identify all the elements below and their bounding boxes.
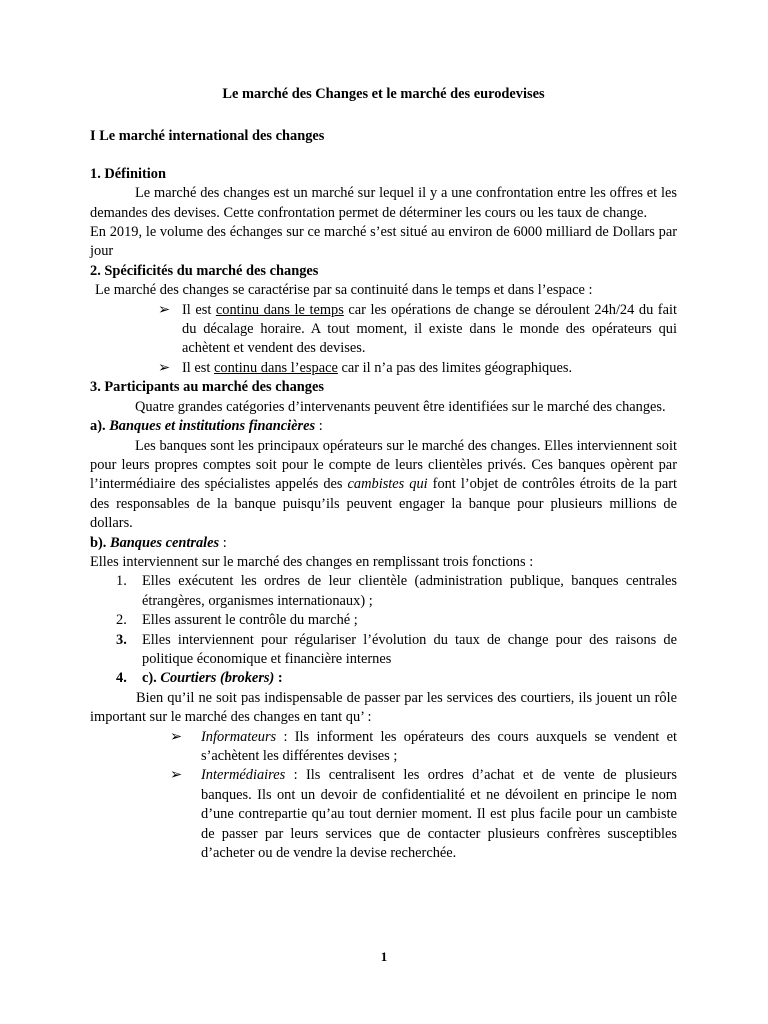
spacer [90, 104, 677, 127]
section-3-heading: 3. Participants au marché des changes [90, 379, 324, 396]
bullet-text-pre: Il est [182, 359, 214, 376]
subsection-b-label: b). [90, 534, 110, 551]
section-2-intro [90, 281, 677, 300]
bullet-text-post: car les opérations de change se déroulent 24h/24 du fait du décalage horaire. A tout moment, il existe dans le monde des opérateurs qui achètent et vendent des devises. [182, 301, 677, 357]
arrow-bullet-icon: ➢ [170, 728, 183, 745]
part-heading: I Le marché international des changes [90, 128, 325, 145]
paragraph-text: font l’objet de contrôles étroits de la part des responsables de la banque puisqu’ils peuvent engager la banque pour plusieurs millions de dollars. [90, 476, 678, 532]
list-item [90, 766, 677, 863]
list-item-text: Elles exécutent les ordres de leur clientèle (administration publique, banques centrales étrangères, organismes internationaux) ; [142, 573, 677, 609]
page-content [90, 85, 677, 863]
list-item [90, 728, 677, 767]
subsection-c-intro [90, 689, 677, 728]
subsection-b-title: Banques centrales [110, 534, 220, 551]
emphasis-text: cambistes qui [347, 476, 428, 493]
list-item [90, 611, 677, 630]
bullet-text: : Ils centralisent les ordres d’achat et de vente de plusieurs banques. Ils ont un devoir de confidentialité et ne dévoilent en principe le nom d’une contrepartie qu’au tout dernier moment. Il est plus facile pour un cambiste de passer par leurs services que de contacter plusieurs confrères susceptibles d’acheter ou de vendre la devise recherchée. [201, 767, 677, 862]
list-item [90, 631, 677, 670]
subsection-b-numbered-list [90, 572, 677, 688]
list-item [90, 359, 677, 378]
list-item [90, 572, 677, 611]
paragraph-text: Les banques sont les principaux opérateurs sur le marché des changes. Elles interviennent soit pour leurs propres comptes soit pour le compte de leurs clientèles privés. Ces banques opèrent par l’intermédiaire des spécialistes appelés des [90, 437, 677, 493]
subsection-b-colon: : [219, 534, 227, 551]
document-title: Le marché des Changes et le marché des eurodevises [222, 86, 545, 102]
subsection-c-bullet-list [90, 728, 677, 864]
emphasis-text: Intermédiaires [201, 767, 286, 784]
list-item [90, 301, 677, 359]
arrow-bullet-icon: ➢ [158, 359, 171, 376]
subsection-a-colon: : [315, 418, 323, 435]
subsection-b-heading [90, 534, 677, 553]
list-number: 1. [116, 573, 127, 590]
list-number: 3. [116, 631, 127, 648]
subsection-a-title: Banques et institutions financières [109, 418, 316, 435]
arrow-bullet-icon: ➢ [158, 301, 171, 318]
subsection-b-intro: Elles interviennent sur le marché des changes en remplissant trois fonctions : [90, 553, 534, 570]
subsection-a-heading [90, 417, 677, 436]
section-1-paragraph-1: Le marché des changes est un marché sur lequel il y a une confrontation entre les offres et les demandes des devises. Cette confrontation permet de déterminer les cours ou les taux de change. [90, 185, 677, 221]
arrow-bullet-icon: ➢ [170, 767, 183, 784]
subsection-c-title: Courtiers (brokers) [160, 670, 275, 687]
list-number: 2. [116, 612, 127, 629]
underlined-text: continu dans le temps [215, 301, 344, 318]
section-1-heading: 1. Définition [90, 165, 166, 182]
spacer [90, 147, 677, 165]
subsection-c-colon: : [274, 670, 283, 687]
list-item-text: Elles interviennent pour régulariser l’évolution du taux de change pour des raisons de politique économique et financière internes [142, 631, 677, 667]
section-1-paragraph-2: En 2019, le volume des échanges sur ce marché s’est situé au environ de 6000 milliard de Dollars par jour [90, 224, 677, 260]
bullet-text-pre: Il est [182, 301, 216, 318]
list-number: 4. [116, 670, 127, 687]
page-number: 1 [380, 949, 388, 964]
subsection-a-paragraph [90, 437, 677, 534]
section-2-heading: 2. Spécificités du marché des changes [90, 262, 319, 279]
subsection-a-label: a). [90, 418, 110, 435]
emphasis-text: Informateurs [201, 728, 277, 745]
bullet-text-post: car il n’a pas des limites géographiques. [337, 359, 573, 376]
bullet-text: : Ils informent les opérateurs des cours auxquels se vendent et s’achètent les différentes devises ; [201, 728, 677, 764]
underlined-text: continu dans l’espace [213, 359, 338, 376]
list-item-text: Elles assurent le contrôle du marché ; [142, 612, 358, 629]
section-2-intro-text: Le marché des changes se caractérise par sa continuité dans le temps et dans l’espace : [95, 282, 593, 299]
paragraph-text: Bien qu’il ne soit pas indispensable de passer par les services des courtiers, ils jouent un rôle important sur le marché des changes en tant qu’ : [90, 689, 677, 726]
section-2-bullet-list [90, 301, 677, 379]
list-item [90, 669, 677, 688]
section-3-intro: Quatre grandes catégories d’intervenants peuvent être identifiées sur le marché des changes. [135, 398, 666, 415]
subsection-c-label: c). [142, 670, 161, 687]
